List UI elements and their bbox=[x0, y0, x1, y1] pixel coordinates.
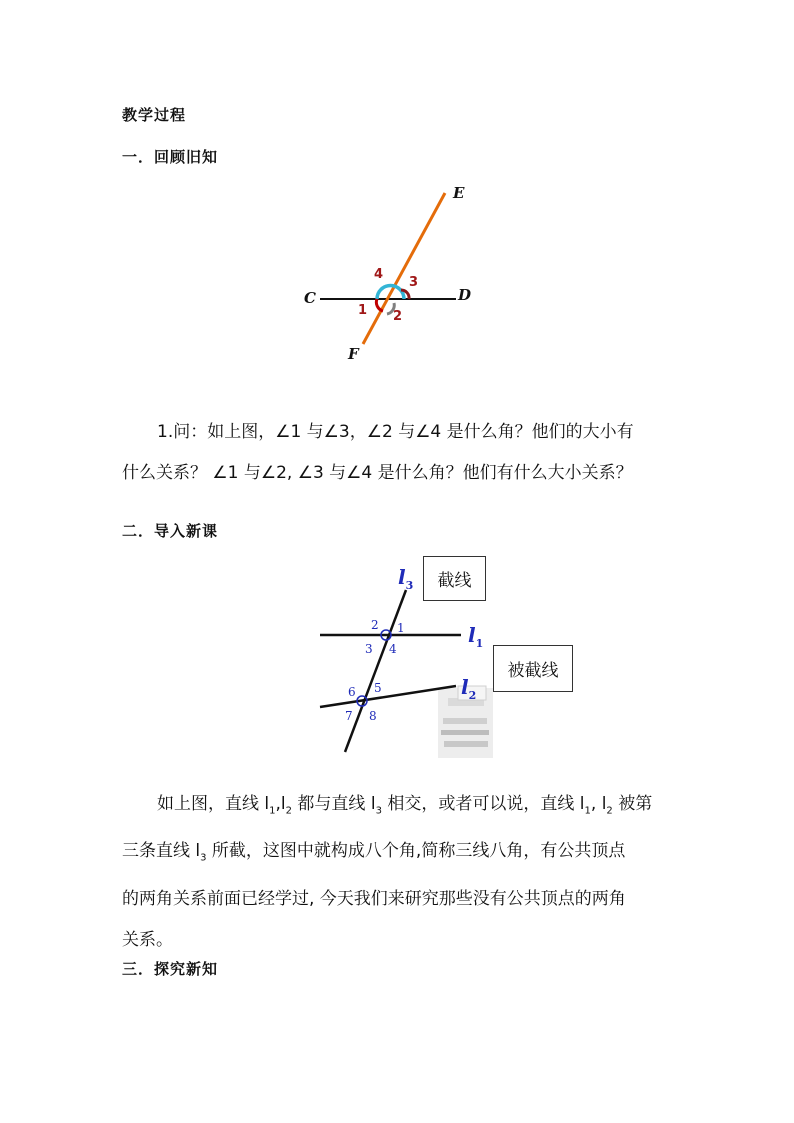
angle-1-arc bbox=[376, 299, 383, 311]
heading-review: 一．回顾旧知 bbox=[122, 148, 219, 166]
question-paragraph bbox=[122, 412, 682, 494]
label-d: D bbox=[458, 286, 472, 304]
label-angle-1: 1 bbox=[358, 303, 368, 318]
label-angle-2: 2 bbox=[393, 309, 403, 324]
label-e: E bbox=[453, 184, 465, 202]
label-angle-8: 8 bbox=[369, 709, 377, 723]
intro-line-4: 关系。 bbox=[122, 929, 173, 950]
label-c: C bbox=[304, 289, 316, 307]
label-l2: $l_2$ bbox=[461, 675, 477, 702]
line-l2 bbox=[320, 686, 456, 707]
label-angle-6: 6 bbox=[348, 685, 356, 699]
box-transversal: 截线 bbox=[423, 556, 486, 601]
question-line-1: 1.问：如上图，∠1 与∠3，∠2 与∠4 是什么角？他们的大小有 bbox=[157, 422, 634, 442]
label-angle-4: 4 bbox=[389, 642, 397, 656]
label-angle-3: 3 bbox=[409, 275, 419, 290]
question-line-2: 什么关系？ ∠1 与∠2, ∠3 与∠4 是什么角？他们有什么大小关系？ bbox=[122, 463, 633, 483]
intro-line-2: 三条直线 $l_3$ 所截，这图中就构成八个角,简称三线八角，有公共顶点 bbox=[122, 841, 626, 864]
figure-intersecting-lines bbox=[290, 178, 490, 368]
label-l1: $l_1$ bbox=[468, 623, 484, 650]
heading-explore: 三．探究新知 bbox=[122, 960, 219, 978]
heading-intro: 二．导入新课 bbox=[122, 522, 219, 540]
intro-paragraph bbox=[122, 784, 692, 961]
label-angle-7: 7 bbox=[345, 709, 353, 723]
intro-line-3: 的两角关系前面已经学过, 今天我们来研究那些没有公共顶点的两角 bbox=[122, 888, 626, 909]
box-cut-lines: 被截线 bbox=[493, 645, 573, 692]
label-angle-5: 5 bbox=[374, 681, 382, 695]
intro-line-1: 如上图，直线 $l_1,l_2$ 都与直线 $l_3$ 相交，或者可以说，直线 $l_1$, $l_2$ 被第 bbox=[157, 794, 653, 817]
label-angle-3: 3 bbox=[365, 642, 373, 656]
label-angle-4: 4 bbox=[374, 267, 384, 282]
label-f: F bbox=[348, 345, 359, 363]
line-l3 bbox=[345, 590, 406, 752]
label-angle-1: 1 bbox=[397, 621, 405, 635]
label-angle-2: 2 bbox=[371, 618, 379, 632]
label-l3: $l_3$ bbox=[398, 565, 414, 592]
section-title: 教学过程 bbox=[122, 106, 187, 124]
